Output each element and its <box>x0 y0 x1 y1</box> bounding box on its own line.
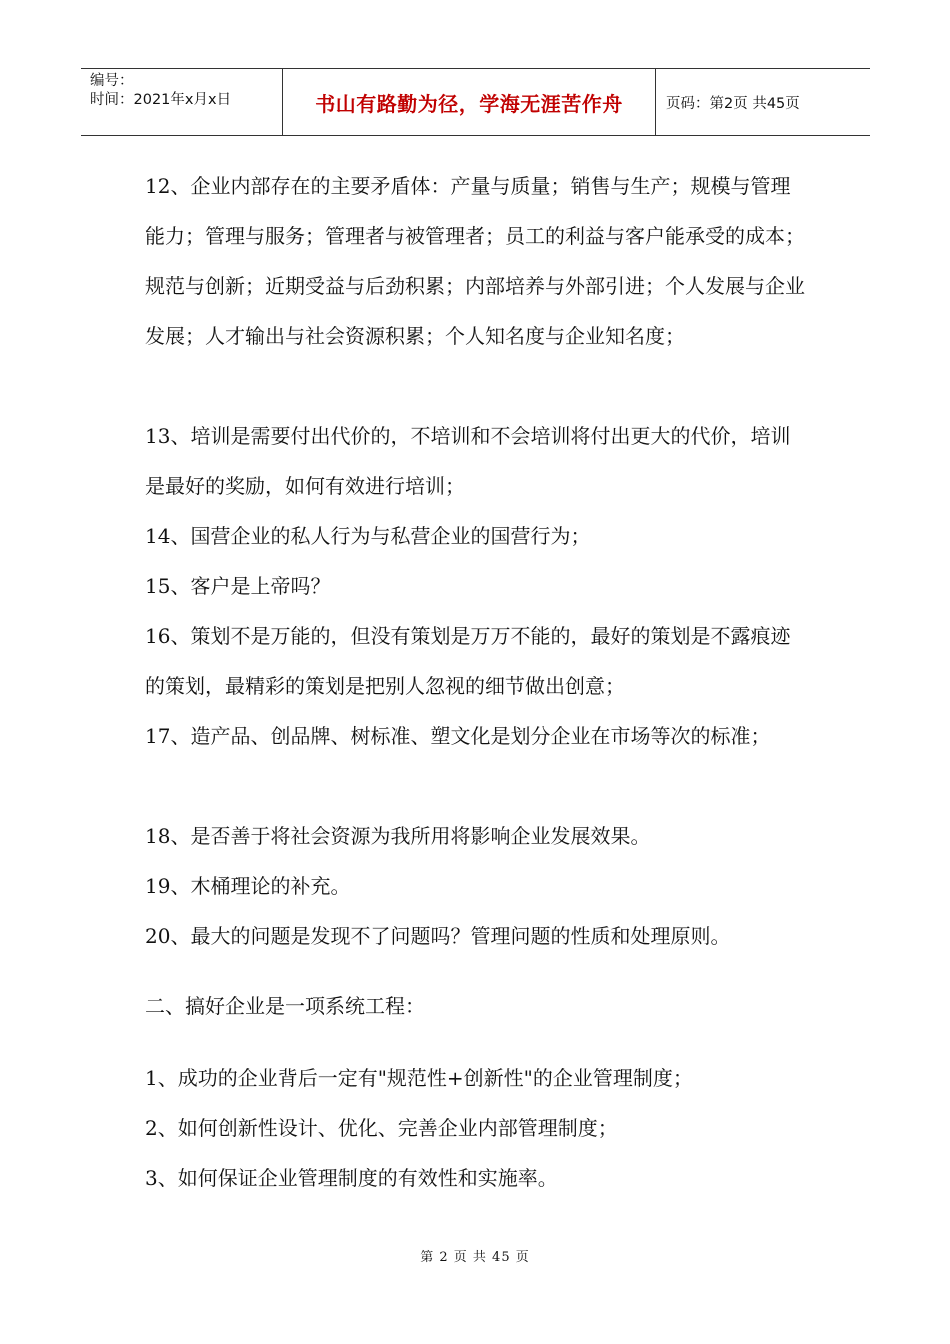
paragraph-item-20: 20、最大的问题是发现不了问题吗？管理问题的性质和处理原则。 <box>145 924 731 948</box>
paragraph-item-14: 14、国营企业的私人行为与私营企业的国营行为； <box>145 524 591 548</box>
section-heading: 二、搞好企业是一项系统工程： <box>145 994 425 1018</box>
header-meta <box>81 69 283 135</box>
paragraph-item-16: 16、策划不是万能的，但没有策划是万万不能的，最好的策划是不露痕迹的策划，最精彩的策划是把别人忽视的细节做出创意； <box>145 624 791 698</box>
paragraph-item-15: 15、客户是上帝吗？ <box>145 574 331 598</box>
header-page-info: 页码：第2页 共45页 <box>666 95 800 112</box>
paragraph-item-17: 17、造产品、创品牌、树标准、塑文化是划分企业在市场等次的标准； <box>145 724 771 748</box>
paragraph-item-18: 18、是否善于将社会资源为我所用将影响企业发展效果。 <box>145 824 651 848</box>
document-number-label: 编号： <box>90 73 134 89</box>
document-date-label: 时间：2021年x月x日 <box>90 92 232 108</box>
paragraph-item-12: 12、企业内部存在的主要矛盾体：产量与质量；销售与生产；规模与管理能力；管理与服务；管理者与被管理者；员工的利益与客户能承受的成本；规范与创新；近期受益与后劲积累；内部培养与外部引进；个人发展与企业发展；人才输出与社会资源积累；个人知名度与企业知名度； <box>145 174 805 348</box>
section-item-2: 2、如何创新性设计、优化、完善企业内部管理制度； <box>145 1116 618 1140</box>
paragraph-item-19: 19、木桶理论的补充。 <box>145 874 351 898</box>
page-header <box>81 68 870 136</box>
paragraph-item-13: 13、培训是需要付出代价的，不培训和不会培训将付出更大的代价，培训是最好的奖励，如何有效进行培训； <box>145 424 791 498</box>
section-item-3: 3、如何保证企业管理制度的有效性和实施率。 <box>145 1166 558 1190</box>
header-motto: 书山有路勤为径，学海无涯苦作舟 <box>283 69 656 135</box>
section-item-1: 1、成功的企业背后一定有"规范性+创新性"的企业管理制度； <box>145 1066 693 1090</box>
page-footer: 第 2 页 共 45 页 <box>420 1250 530 1265</box>
